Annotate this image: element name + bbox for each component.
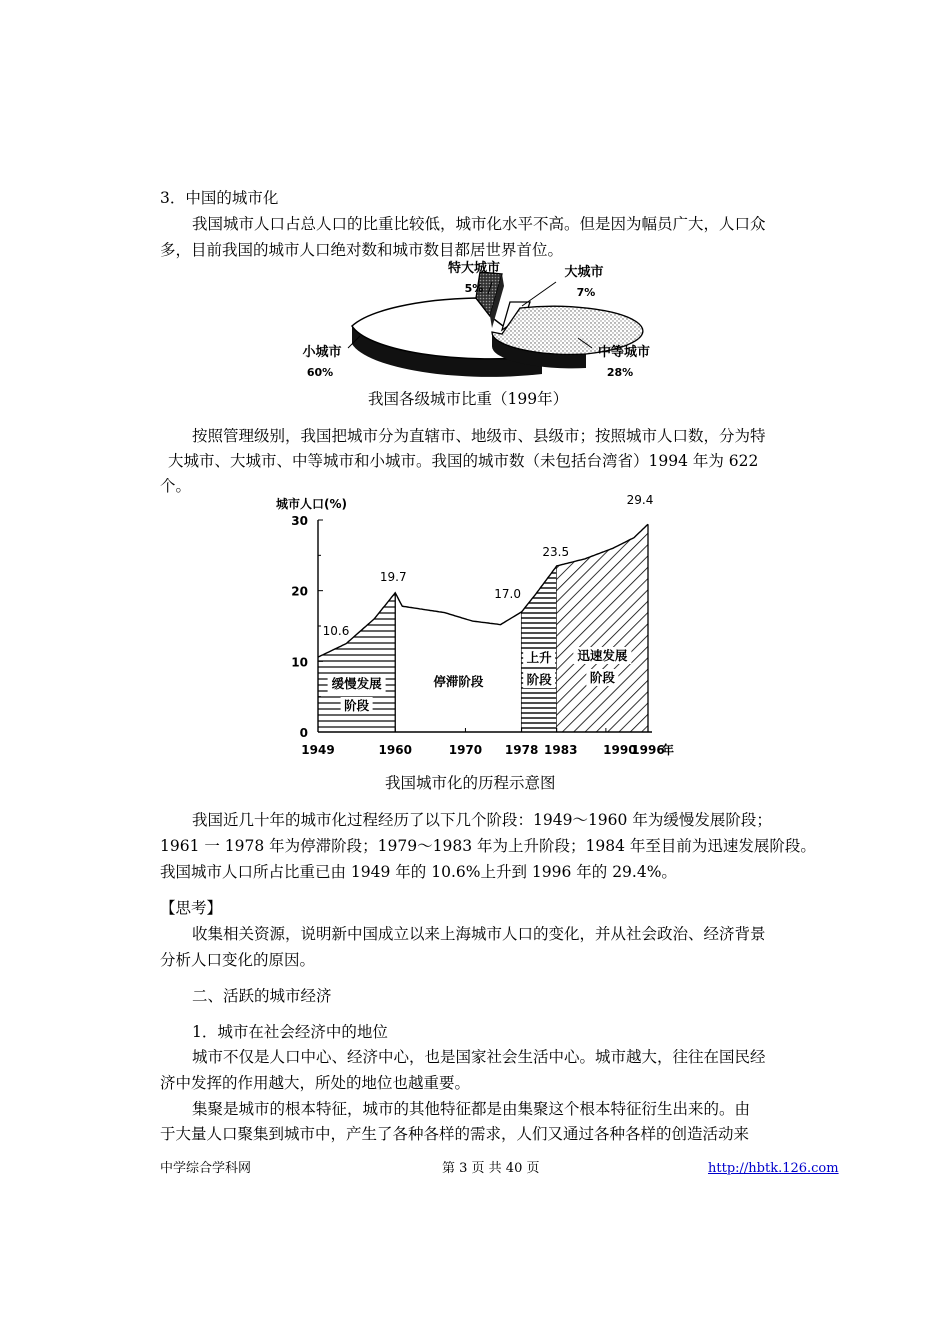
- urbanization-chart: [270, 492, 690, 772]
- paragraph-line: 按照管理级别，我国把城市分为直辖市、地级市、县级市；按照城市人口数，分为特: [192, 427, 766, 445]
- paragraph-line: 多，目前我国的城市人口绝对数和城市数目都居世界首位。: [160, 241, 564, 259]
- pie-label-special-large-city: 特大城市: [447, 261, 501, 276]
- y-tick-label: 30: [291, 514, 308, 528]
- paragraph-line: 我国近几十年的城市化过程经历了以下几个阶段：1949～1960 年为缓慢发展阶段；: [192, 811, 772, 829]
- pie-value-large-city: 7%: [576, 286, 596, 299]
- pie-chart: [290, 258, 670, 388]
- pie-label-small-city: 小城市: [302, 345, 342, 360]
- pie-value-medium-city: 28%: [606, 366, 634, 379]
- footer-page-info: 第 3 页 共 40 页: [442, 1161, 540, 1176]
- footer-site-name: 中学综合学科网: [160, 1161, 252, 1176]
- paragraph-line: 分析人口变化的原因。: [160, 951, 316, 969]
- data-label: 23.5: [542, 544, 570, 559]
- stage-area: [557, 524, 648, 732]
- pie-value-small-city: 60%: [306, 366, 334, 379]
- x-tick-label: 1996: [631, 743, 665, 757]
- paragraph-line: 我国城市人口所占比重已由 1949 年的 10.6%上升到 1996 年的 29.4%。: [160, 863, 677, 881]
- stage-label: 阶段: [526, 672, 552, 687]
- paragraph-line: 我国城市人口占总人口的比重比较低，城市化水平不高。但是因为幅员广大，人口众: [192, 215, 766, 233]
- stage-label: 上升: [526, 650, 552, 665]
- paragraph-line: 城市不仅是人口中心、经济中心，也是国家社会生活中心。城市越大，往往在国民经: [192, 1048, 766, 1066]
- y-tick-label: 0: [299, 726, 308, 740]
- y-tick-label: 10: [291, 655, 308, 670]
- paragraph-line: 于大量人口聚集到城市中，产生了各种各样的需求，人们又通过各种各样的创造活动来: [160, 1125, 750, 1143]
- stage-label: 缓慢发展: [331, 676, 382, 691]
- paragraph-line: 大城市、大城市、中等城市和小城市。我国的城市数（未包括台湾省）1994 年为 622: [168, 452, 759, 470]
- x-axis-unit: 年: [661, 743, 675, 757]
- footer-link[interactable]: http://hbtk.126.com: [708, 1161, 839, 1176]
- x-tick-label: 1978: [504, 743, 539, 757]
- paragraph-line: 1961 一 1978 年为停滞阶段；1979～1983 年为上升阶段；1984 年至目前为迅速发展阶段。: [160, 837, 816, 855]
- pie-chart-caption: 我国各级城市比重（199年）: [368, 390, 569, 408]
- line-chart-caption: 我国城市化的历程示意图: [385, 774, 556, 792]
- x-tick-label: 1990: [603, 743, 637, 757]
- stage-label: 迅速发展: [577, 648, 628, 663]
- section-heading: 3．中国的城市化: [160, 189, 279, 207]
- section-heading: 二、活跃的城市经济: [192, 987, 332, 1005]
- x-tick-label: 1970: [448, 743, 483, 757]
- data-label: 10.6: [322, 624, 350, 639]
- stage-area: [395, 593, 521, 732]
- stage-label: 阶段: [344, 698, 370, 713]
- x-tick-label: 1949: [301, 743, 335, 757]
- paragraph-line: 收集相关资源，说明新中国成立以来上海城市人口的变化，并从社会政治、经济背景: [192, 925, 766, 943]
- paragraph-line: 个。: [160, 477, 192, 495]
- stage-area: [522, 566, 557, 732]
- stage-label: 阶段: [589, 670, 615, 685]
- think-heading: 【思考】: [160, 899, 223, 917]
- paragraph-line: 集聚是城市的根本特征，城市的其他特征都是由集聚这个根本特征衍生出来的。由: [192, 1100, 751, 1118]
- y-axis-title: 城市人口(%): [276, 497, 347, 511]
- x-tick-label: 1983: [544, 743, 578, 757]
- y-tick-label: 20: [291, 584, 308, 599]
- x-tick-label: 1960: [378, 743, 412, 757]
- subsection-heading: 1．城市在社会经济中的地位: [192, 1023, 388, 1041]
- data-label: 19.7: [379, 569, 407, 584]
- data-label: 17.0: [494, 586, 521, 601]
- pie-value-special-large-city: 5%: [464, 282, 484, 295]
- pie-label-large-city: 大城市: [564, 265, 604, 280]
- data-label: 29.4: [626, 493, 654, 508]
- stage-label: 停滞阶段: [433, 674, 484, 689]
- pie-label-medium-city: 中等城市: [597, 345, 651, 360]
- paragraph-line: 济中发挥的作用越大，所处的地位也越重要。: [160, 1074, 471, 1092]
